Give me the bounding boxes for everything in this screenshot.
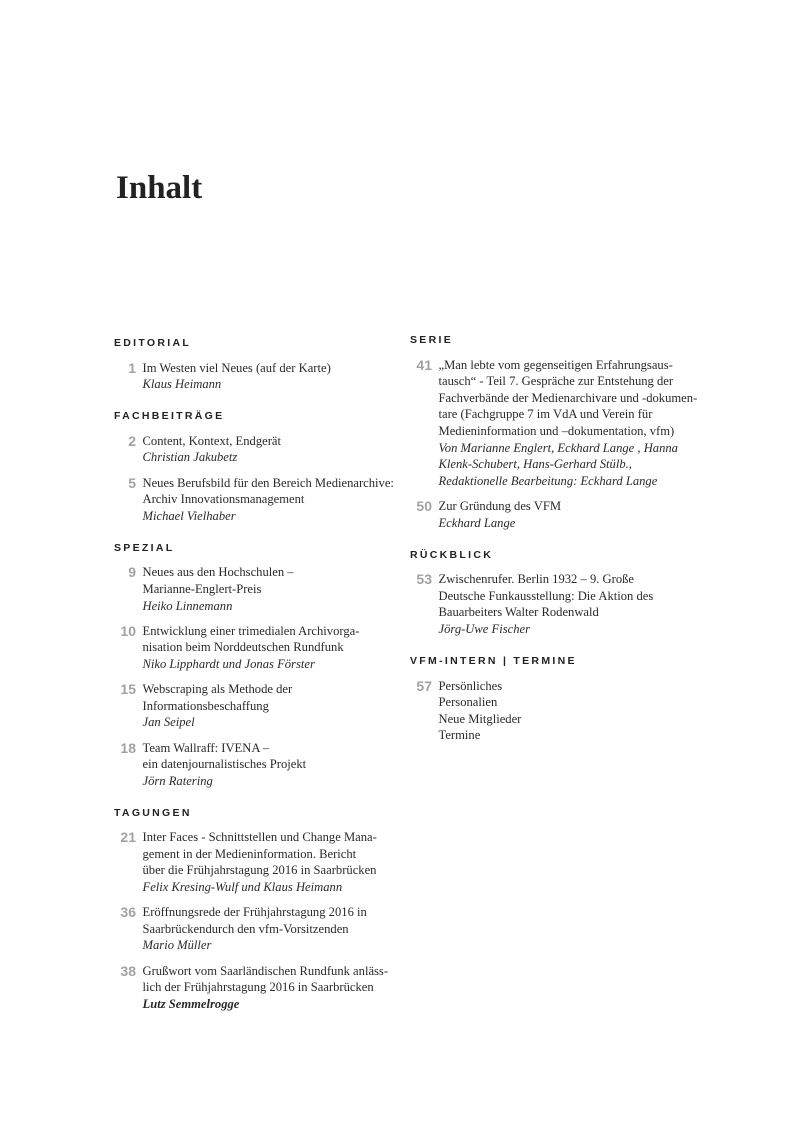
entry-text [439,498,562,531]
toc-entry [410,357,710,490]
entry-title-line: Content, Kontext, Endgerät [142,433,282,448]
entry-author: Michael Vielhaber [142,508,236,523]
toc-section-tagungen [114,805,406,1013]
page-number: 10 [120,622,136,639]
entry-title-line: Neues aus den Hochschulen – [142,565,294,580]
entry-title-line: Neue Mitglieder [438,711,522,726]
entry-text [143,904,367,954]
section-heading: TAGUNGEN [114,806,192,819]
entry-title-line: Archiv Innovationsmanagement [142,492,305,507]
entry-text [143,963,389,1013]
entry-text [143,360,331,393]
toc-section-vfm-intern-termine [410,653,710,744]
entry-author: Von Marianne Englert, Eckhard Lange , Hanna [438,440,678,455]
entry-title-line: lich der Frühjahrstagung 2016 in Saarbrücken [142,980,374,995]
entry-author: Klaus Heimann [142,377,222,392]
entry-title-line: Termine [438,728,481,743]
entry-title-line: Fachverbände der Medienarchivare und -dokumen- [438,390,698,405]
entry-text [439,571,654,637]
entry-title-line: Saarbrückendurch den vfm-Vorsitzenden [142,921,349,936]
page-number: 2 [128,432,136,449]
entry-author: Jan Seipel [142,715,195,730]
toc-entry [410,571,710,637]
section-heading: RÜCKBLICK [410,548,494,561]
toc-entry [114,681,406,731]
entry-title-line: Zur Gründung des VFM [438,499,562,514]
entry-title-line: „Man lebte vom gegenseitigen Erfahrungsaus- [438,357,673,372]
toc-section-editorial [114,335,406,393]
entry-text [439,678,522,744]
page-number: 9 [128,564,136,581]
entry-author: Klenk-Schubert, Hans-Gerhard Stülb., [438,457,632,472]
entry-author: Mario Müller [142,938,212,953]
entry-title-line: Bauarbeiters Walter Rodenwald [438,605,599,620]
toc-entry [114,564,406,614]
toc-entry [114,904,406,954]
entry-title-line: Deutsche Funkausstellung: Die Aktion des [438,588,654,603]
toc-left-column [114,335,406,1012]
entry-title-line: Zwischenrufer. Berlin 1932 – 9. Große [438,572,635,587]
entry-author: Eckhard Lange [438,515,516,530]
entry-title-line: Im Westen viel Neues (auf der Karte) [142,360,331,375]
toc-section-fachbeitraege [114,408,406,524]
toc-entry [114,433,406,466]
entry-title-line: Team Wallraff: IVENA – [142,740,270,755]
entry-title-line: gement in der Medieninformation. Bericht [142,846,357,861]
page-number: 36 [120,904,136,921]
entry-title-line: Marianne-Englert-Preis [142,582,262,596]
section-heading: FACHBEITRÄGE [114,410,225,423]
toc-entry [114,829,406,895]
toc-entry [114,740,406,790]
section-heading: VFM-INTERN | TERMINE [410,654,577,667]
entry-author: Jörg-Uwe Fischer [438,621,531,636]
entry-author: Jörn Ratering [142,773,213,788]
toc-entry [410,678,710,744]
page-number: 5 [128,474,136,491]
entry-text [143,475,394,525]
entry-text [143,829,377,895]
entry-text [143,433,282,466]
section-heading: SPEZIAL [114,541,175,554]
entry-text [143,623,360,673]
entry-title-line: Eröffnungsrede der Frühjahrstagung 2016 in [142,905,367,920]
toc-entry [114,963,406,1013]
toc-entry [114,623,406,673]
page-number: 18 [120,739,136,756]
section-heading: EDITORIAL [114,337,192,349]
toc-entry [410,498,710,531]
entry-author: Heiko Linnemann [142,598,233,613]
page-title: Inhalt [116,170,203,206]
entry-author: Christian Jakubetz [142,450,238,465]
entry-title-line: nisation beim Norddeutschen Rundfunk [142,640,344,655]
entry-text [143,681,293,731]
entry-title-line: Webscraping als Methode der [142,682,293,697]
entry-text [439,357,698,490]
entry-author: Niko Lipphardt und Jonas Förster [142,656,315,671]
section-heading: SERIE [410,334,454,346]
entry-title-line: ein datenjournalistisches Projekt [142,757,307,772]
toc-entry [114,475,406,525]
toc-entry [114,360,406,393]
toc-right-column [410,332,710,744]
entry-title-line: Persönliches [438,678,503,693]
page-number: 41 [416,356,432,373]
entry-title-line: Personalien [438,695,498,710]
entry-text [143,740,307,790]
entry-author: Felix Kresing-Wulf und Klaus Heimann [142,880,343,895]
entry-title-line: Inter Faces - Schnittstellen und Change Mana- [142,830,377,845]
page-number: 15 [120,681,136,698]
entry-author: Lutz Semmelrogge [142,996,240,1011]
entry-title-line: Neues Berufsbild für den Bereich Medienarchive: [142,475,394,490]
entry-title-line: Informationsbeschaffung [142,698,269,713]
toc-section-rueckblick [410,547,710,638]
toc-section-serie [410,332,710,531]
page-number: 38 [120,962,136,979]
page-number: 53 [416,571,432,588]
toc-section-spezial [114,540,406,790]
entry-title-line: Medieninformation und –dokumentation, vfm) [438,424,675,439]
page-number: 21 [120,829,136,846]
page-number: 57 [416,677,432,694]
entry-title-line: Entwicklung einer trimedialen Archivorga- [142,623,360,638]
entry-title-line: tare (Fachgruppe 7 im VdA und Verein für [438,407,653,422]
entry-text [143,564,294,614]
entry-title-line: über die Frühjahrstagung 2016 in Saarbrücken [142,863,377,878]
page-number: 1 [128,359,136,376]
entry-author: Redaktionelle Bearbeitung: Eckhard Lange [438,473,658,488]
page-number: 50 [416,498,432,515]
entry-title-line: tausch“ - Teil 7. Gespräche zur Entstehung der [438,374,674,389]
entry-title-line: Grußwort vom Saarländischen Rundfunk anläss- [142,963,389,978]
